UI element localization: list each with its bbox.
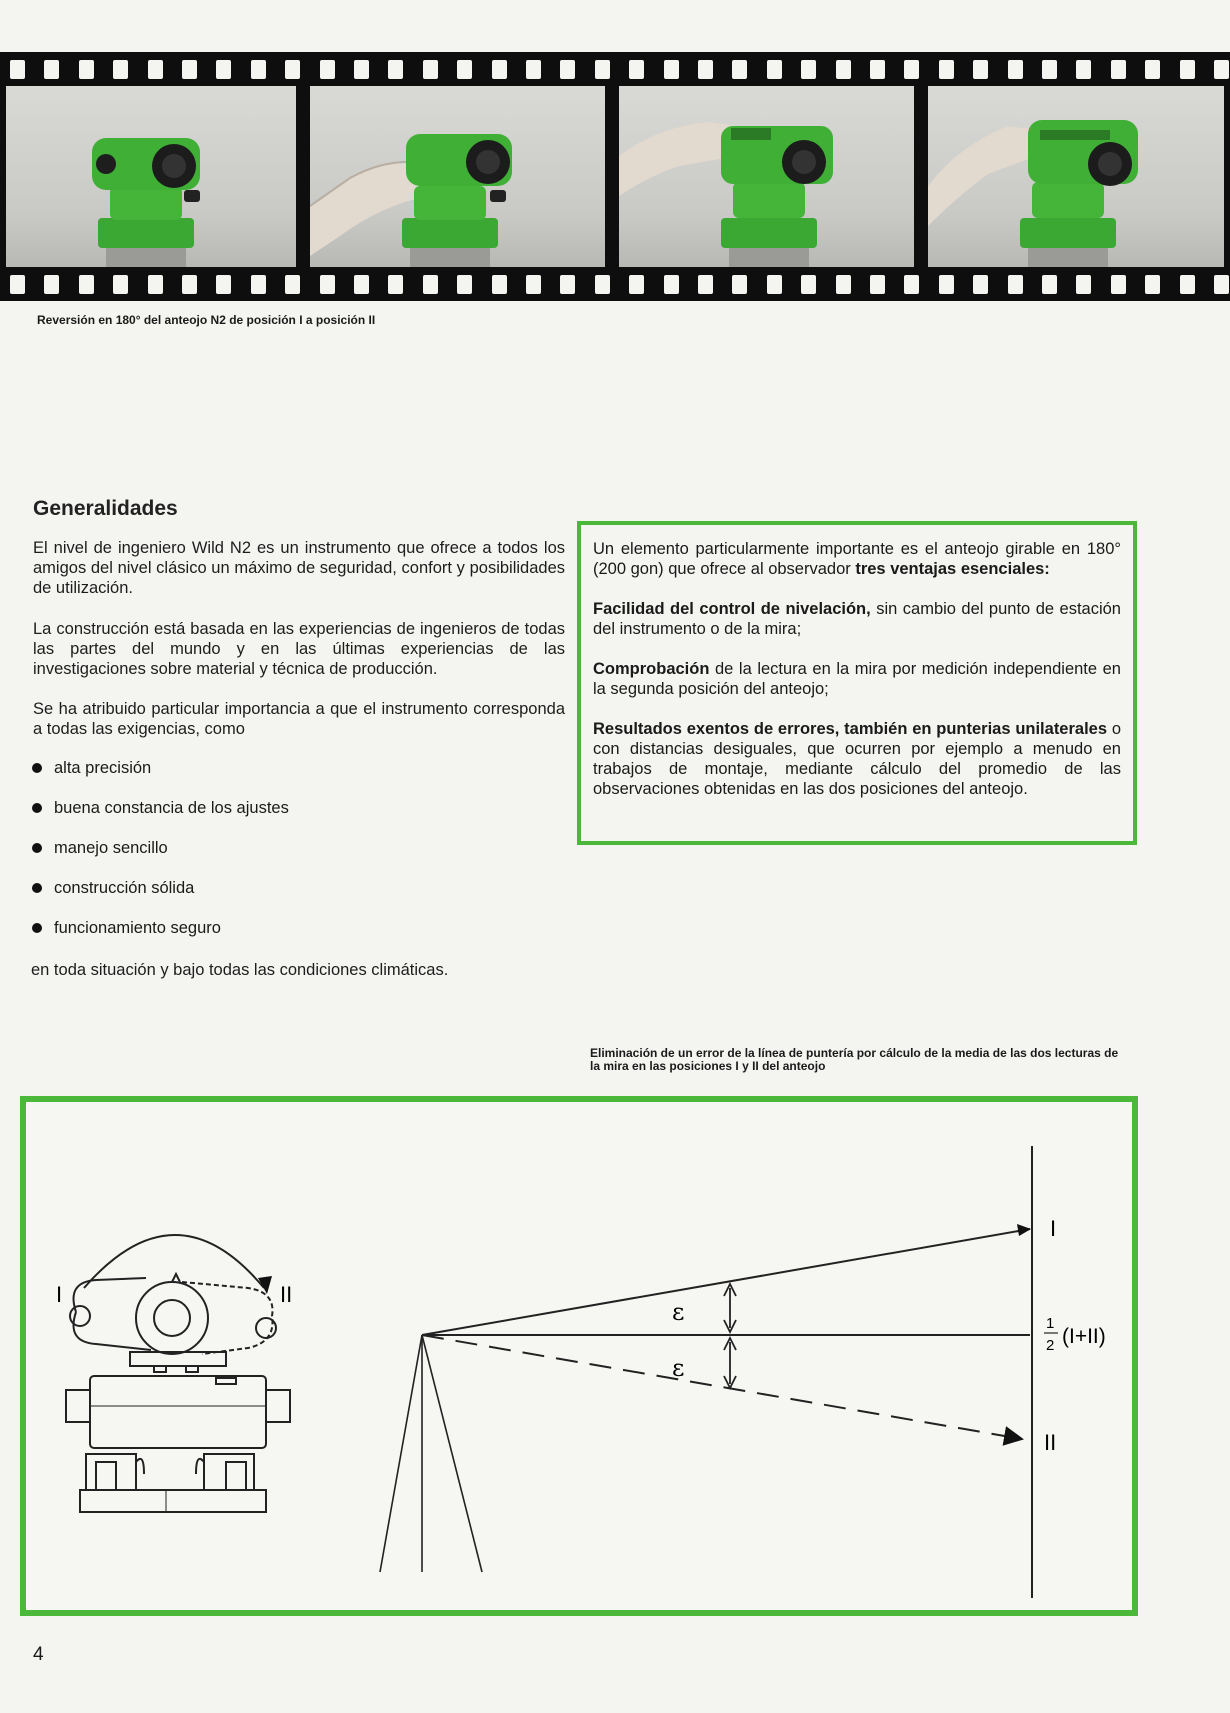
sprocket-hole: [113, 60, 128, 79]
sprocket-hole: [767, 275, 782, 294]
label-I: I: [1050, 1216, 1057, 1241]
sprocket-hole: [595, 275, 610, 294]
sight-line-I: [422, 1229, 1030, 1335]
tripod-drawing: [380, 1335, 482, 1572]
sprocket-hole: [526, 60, 541, 79]
film-strip: [0, 52, 1230, 301]
closing-paragraph: en toda situación y bajo todas las condiciones climáticas.: [31, 961, 449, 979]
sprocket-hole: [904, 60, 919, 79]
sprocket-hole: [457, 60, 472, 79]
diagram-box: [20, 1096, 1138, 1616]
sprocket-hole: [1145, 275, 1160, 294]
advantage-item-1: Facilidad del control de nivelación, sin cambio del punto de estación del instrumento o de la mira;: [593, 600, 1121, 638]
sprocket-hole: [1042, 275, 1057, 294]
rotated-telescope-outline: [182, 1282, 273, 1354]
sprocket-hole: [904, 275, 919, 294]
sprocket-hole: [767, 60, 782, 79]
sprocket-hole: [1214, 275, 1229, 294]
sight-line-II: [422, 1335, 1022, 1439]
sprocket-hole: [44, 60, 59, 79]
sprocket-hole: [320, 60, 335, 79]
advantage-item-3: Resultados exentos de errores, también en punterias unilaterales o con distancias desiguales, que ocurren por ejemplo a menudo en trabajos de montaje, mediante cálculo del promedio de las observaciones obtenidas en las dos posiciones del anteojo.: [593, 720, 1121, 798]
sprocket-hole: [182, 275, 197, 294]
instrument-photo-2: [310, 86, 605, 267]
film-frame-2: [310, 86, 605, 267]
sprocket-hole: [216, 60, 231, 79]
sprocket-hole: [1214, 60, 1229, 79]
sprocket-hole: [1076, 275, 1091, 294]
film-frame-1: [6, 86, 296, 267]
sprocket-hole: [732, 275, 747, 294]
instrument-photo-1: [6, 86, 296, 267]
requirements-list: [30, 758, 550, 958]
epsilon-lower: ε: [672, 1354, 685, 1382]
sprocket-hole: [492, 60, 507, 79]
list-item: funcionamiento seguro: [30, 918, 550, 958]
sighting-error-diagram: [26, 1102, 1132, 1610]
instrument-photo-3: [619, 86, 914, 267]
sprocket-hole: [423, 275, 438, 294]
film-frame-3: [619, 86, 914, 267]
sprocket-hole: [1180, 60, 1195, 79]
bullet-icon: [32, 763, 42, 773]
sprocket-hole: [1111, 60, 1126, 79]
sprocket-hole: [113, 275, 128, 294]
sprocket-hole: [1145, 60, 1160, 79]
bullet-icon: [32, 803, 42, 813]
film-caption: Reversión en 180° del anteojo N2 de posición I a posición II: [37, 313, 376, 327]
sprocket-hole: [870, 60, 885, 79]
sprocket-hole: [285, 60, 300, 79]
sprocket-hole: [388, 60, 403, 79]
sprocket-hole: [973, 275, 988, 294]
advantages-box: [577, 521, 1137, 845]
section-heading: Generalidades: [33, 497, 178, 520]
half-sum-label: (I+II): [1062, 1325, 1106, 1348]
sprocket-hole: [836, 275, 851, 294]
sprocket-hole: [10, 60, 25, 79]
sprocket-hole: [79, 60, 94, 79]
sprocket-hole: [251, 60, 266, 79]
sprocket-hole: [664, 275, 679, 294]
sprocket-hole: [973, 60, 988, 79]
film-frame-4: [928, 86, 1224, 267]
sprocket-hole: [801, 60, 816, 79]
sprocket-hole: [526, 275, 541, 294]
advantages-intro: Un elemento particularmente importante es el anteojo girable en 180° (200 gon) que ofrece al observador tres ventajas esenciales:: [593, 540, 1121, 578]
sprocket-hole: [939, 275, 954, 294]
intro-paragraph-3: Se ha atribuido particular importancia a que el instrumento corresponda a todas las exigencias, como: [33, 700, 565, 738]
sprocket-hole: [44, 275, 59, 294]
sprocket-hole: [423, 60, 438, 79]
half-denominator: 2: [1046, 1337, 1055, 1354]
page-number: 4: [33, 1644, 44, 1665]
sprocket-hole: [664, 60, 679, 79]
sprocket-hole: [1042, 60, 1057, 79]
rotation-arrowhead: [258, 1276, 272, 1294]
sprocket-hole: [182, 60, 197, 79]
sprocket-hole: [560, 275, 575, 294]
epsilon-upper: ε: [672, 1298, 685, 1326]
sight-mark: [172, 1274, 180, 1282]
bullet-icon: [32, 883, 42, 893]
arrowhead-I: [1017, 1224, 1031, 1236]
sprocket-hole: [354, 60, 369, 79]
sprocket-hole: [79, 275, 94, 294]
sprocket-hole: [148, 60, 163, 79]
sprocket-hole: [320, 275, 335, 294]
intro-paragraph-2: La construcción está basada en las experiencias de ingenieros de todas las partes del mundo y en las últimas experiencias de las investigaciones sobre material y técnica de producción.: [33, 620, 565, 678]
sprocket-hole: [216, 275, 231, 294]
diagram-caption: Eliminación de un error de la línea de puntería por cálculo de la media de las dos lecturas de la mira en las posiciones I y II del anteojo: [590, 1046, 1119, 1073]
list-item: alta precisión: [30, 758, 550, 798]
list-item: construcción sólida: [30, 878, 550, 918]
bullet-icon: [32, 843, 42, 853]
sprocket-hole: [457, 275, 472, 294]
film-sprocket-holes-top: [0, 52, 1230, 86]
intro-paragraph-1: El nivel de ingeniero Wild N2 es un instrumento que ofrece a todos los amigos del nivel clásico un máximo de seguridad, confort y posibilidades de utilización.: [33, 539, 565, 597]
sprocket-hole: [629, 60, 644, 79]
sprocket-hole: [148, 275, 163, 294]
sprocket-hole: [1008, 275, 1023, 294]
sprocket-hole: [1008, 60, 1023, 79]
sprocket-hole: [629, 275, 644, 294]
rotation-label-I: I: [56, 1282, 63, 1307]
instrument-photo-4: [928, 86, 1224, 267]
sprocket-hole: [10, 275, 25, 294]
list-item: buena constancia de los ajustes: [30, 798, 550, 838]
sprocket-hole: [595, 60, 610, 79]
sprocket-hole: [388, 275, 403, 294]
advantage-item-2: Comprobación de la lectura en la mira por medición independiente en la segunda posición del anteojo;: [593, 660, 1121, 698]
sprocket-hole: [698, 275, 713, 294]
sprocket-hole: [836, 60, 851, 79]
bullet-icon: [32, 923, 42, 933]
sprocket-hole: [560, 60, 575, 79]
half-numerator: 1: [1046, 1315, 1055, 1332]
sprocket-hole: [285, 275, 300, 294]
sprocket-hole: [698, 60, 713, 79]
sprocket-hole: [492, 275, 507, 294]
sprocket-hole: [870, 275, 885, 294]
sprocket-hole: [732, 60, 747, 79]
list-item: manejo sencillo: [30, 838, 550, 878]
sprocket-hole: [251, 275, 266, 294]
label-II: II: [1044, 1430, 1057, 1455]
sprocket-hole: [801, 275, 816, 294]
sprocket-hole: [939, 60, 954, 79]
sprocket-hole: [1076, 60, 1091, 79]
film-sprocket-holes-bottom: [0, 267, 1230, 301]
instrument-drawing: [66, 1235, 293, 1512]
rotation-label-II: II: [280, 1282, 293, 1307]
sprocket-hole: [1180, 275, 1195, 294]
sprocket-hole: [354, 275, 369, 294]
sprocket-hole: [1111, 275, 1126, 294]
